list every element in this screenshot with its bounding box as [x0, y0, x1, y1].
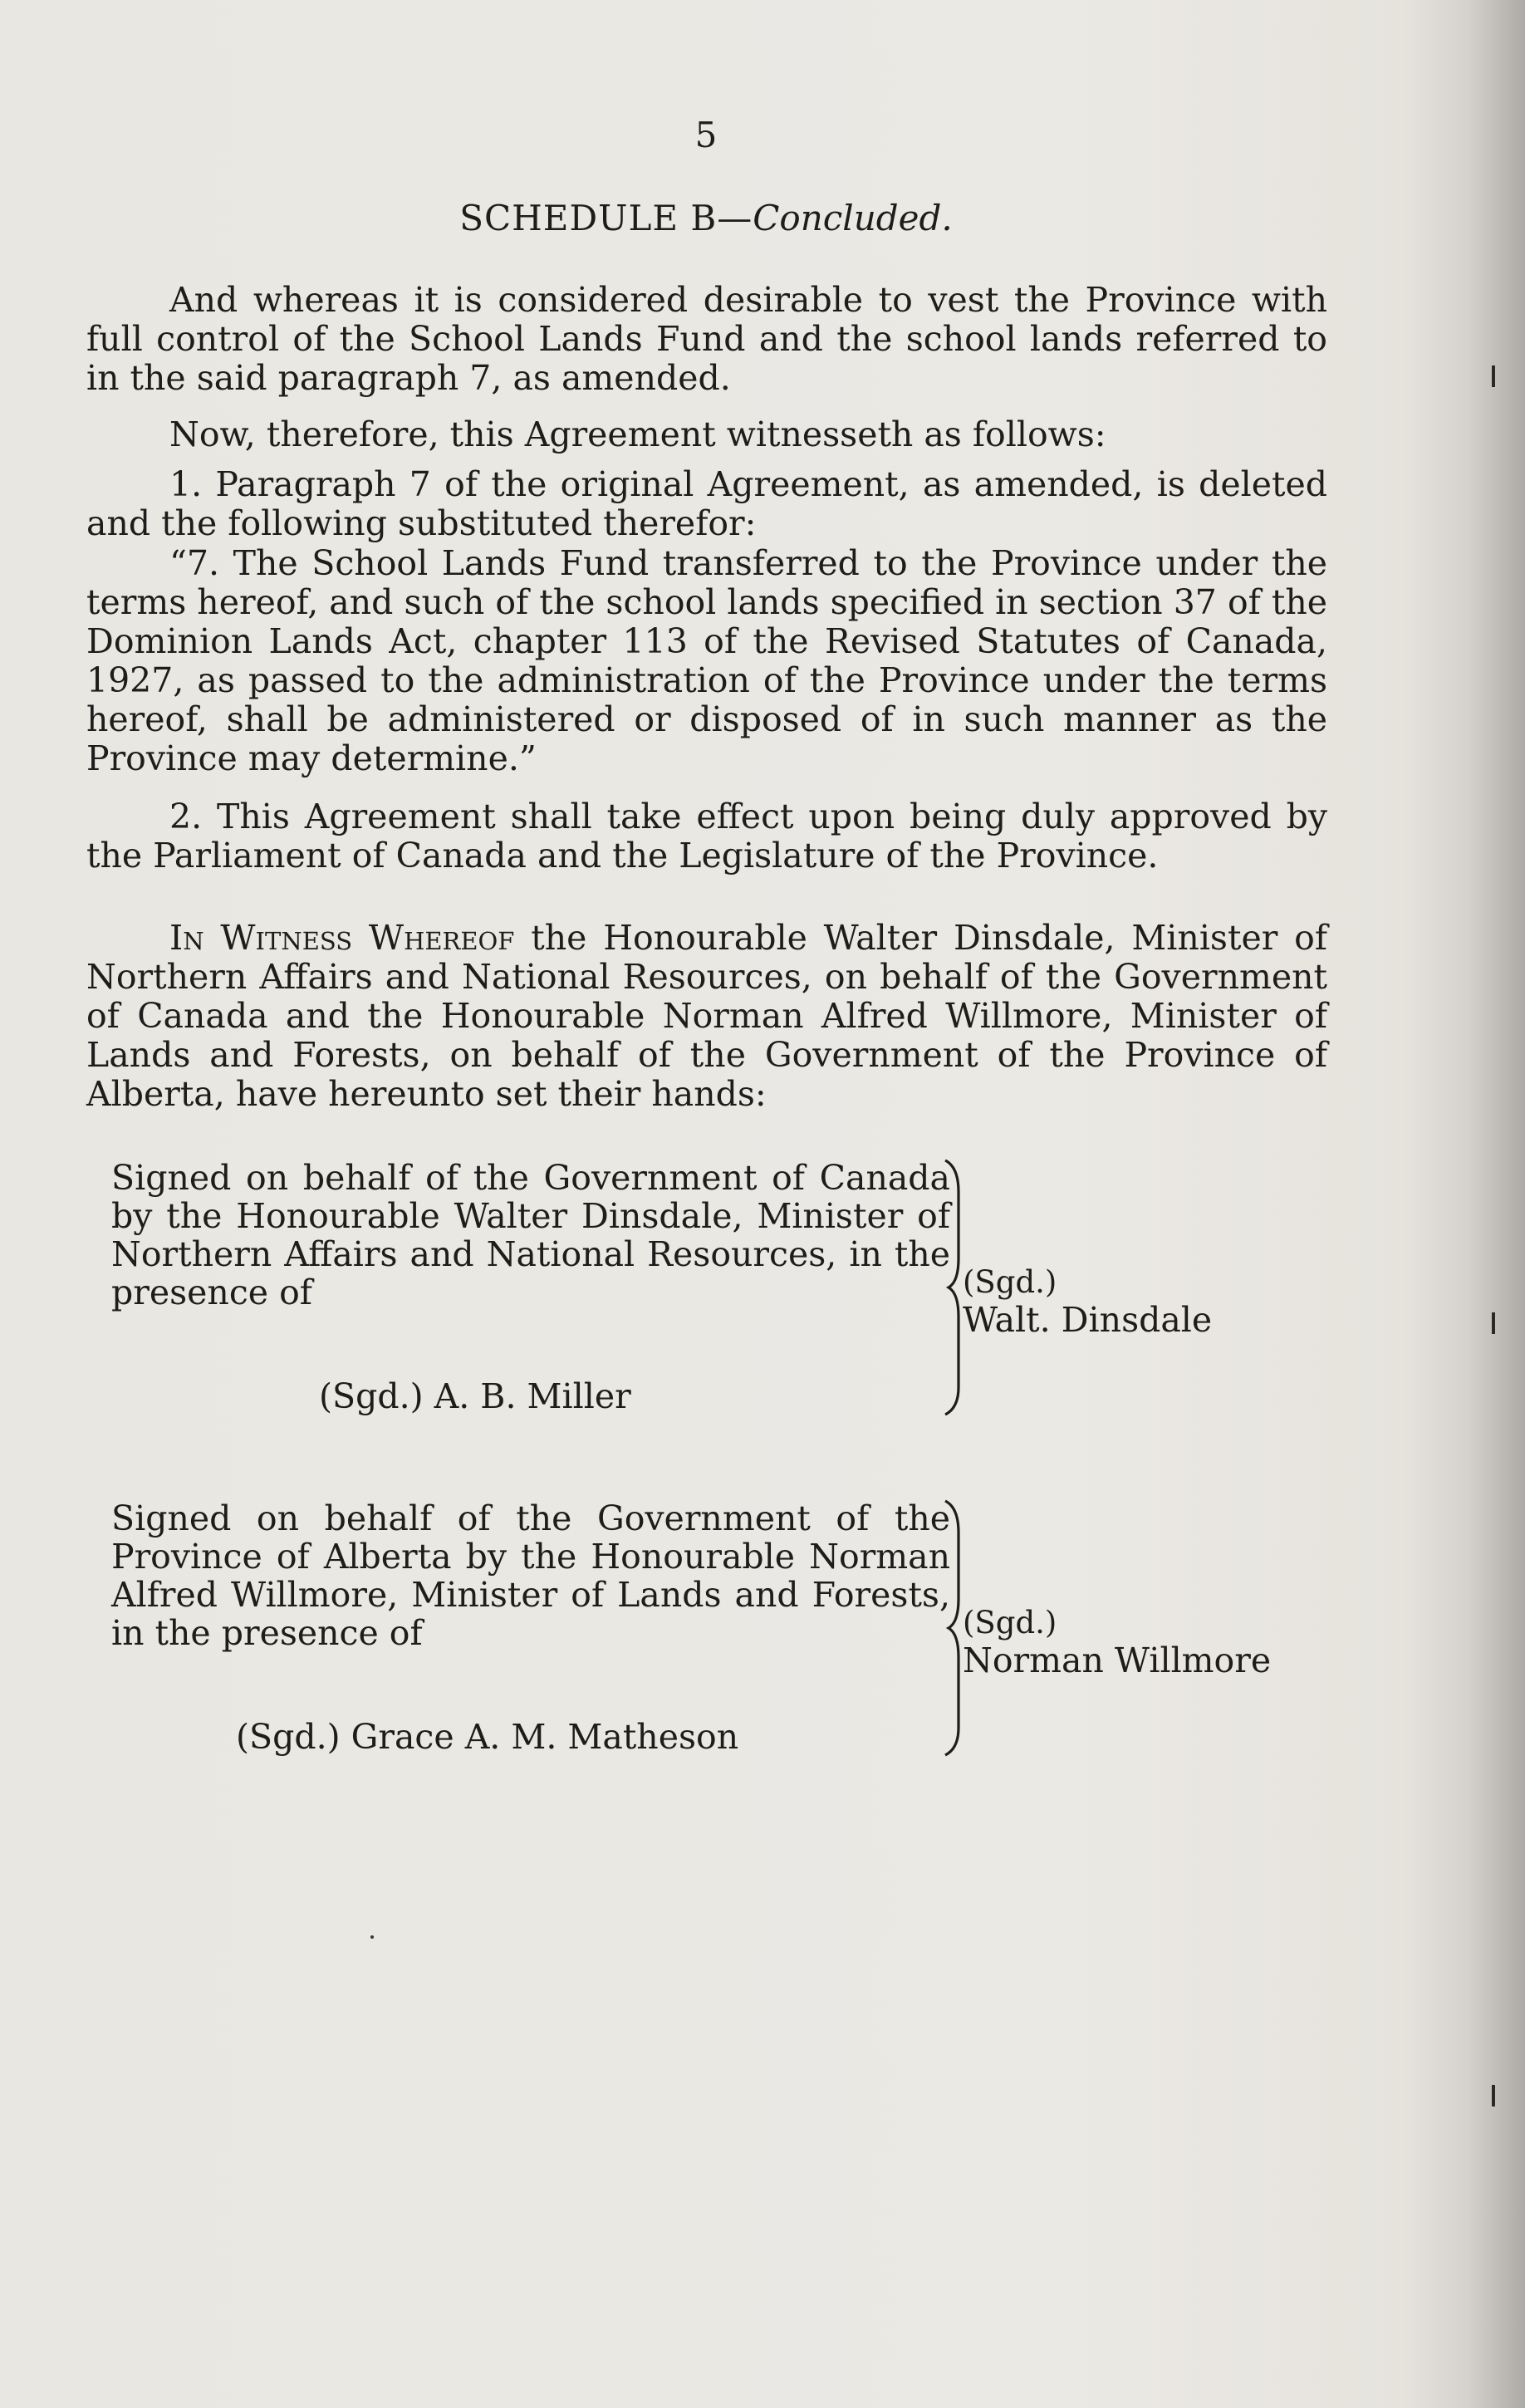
paragraph-text: [86, 919, 1327, 1114]
signatory-name: Walt. Dinsdale: [963, 1300, 1213, 1340]
signature-statement: Signed on behalf of the Government of the Province of Alberta by the Honourable Norman Alfred Willmore, Minister of Lands and Forests, in the presence of: [111, 1498, 950, 1653]
edge-mark: [1492, 2085, 1495, 2106]
paragraph-now-therefore: [86, 415, 1327, 454]
heading-main: SCHEDULE B—: [459, 198, 753, 238]
paragraph-witness-clause: [86, 919, 1327, 1114]
edge-mark: [1492, 1312, 1495, 1334]
paragraph-clause-2: [86, 797, 1327, 875]
spine-shadow: [1467, 0, 1525, 2408]
signature-block-canada: [86, 1159, 1332, 1433]
witness-text: the Honourable Walter Dinsdale, Minister of Northern Affairs and National Resources, on behalf of the Government of Canada and the Honourable Norman Alfred Willmore, Minister of Lands and Forests, on behalf of the Government of the Province of Alberta, have hereunto set their hands:: [86, 918, 1327, 1114]
heading-italic: Concluded.: [753, 198, 953, 238]
page-number: 5: [694, 115, 718, 155]
paragraph-clause-1: [86, 465, 1327, 543]
schedule-heading: [0, 198, 1412, 238]
stray-mark: [370, 1935, 374, 1939]
witness-lead: In Witness Whereof: [169, 918, 515, 958]
signature-block-alberta: [86, 1499, 1332, 1773]
paragraph-quoted-clause-7: [86, 544, 1327, 778]
paragraph-text: 1. Paragraph 7 of the original Agreement, as amended, is deleted and the following substituted therefor:: [86, 464, 1327, 543]
paragraph-text: And whereas it is considered desirable to vest the Province with full control of the School Lands Fund and the school lands referred to in the said paragraph 7, as amended.: [86, 280, 1327, 398]
witness-signature: (Sgd.) Grace A. M. Matheson: [236, 1717, 739, 1757]
paragraph-text: “7. The School Lands Fund transferred to the Province under the terms hereof, and such of the school lands specified in section 37 of the Dominion Lands Act, chapter 113 of the Revised Statutes of Canada, 1927, as passed to the administration of the Province under the terms hereof, shall be administered or disposed of in such manner as the Province may determine.”: [86, 543, 1327, 778]
witness-signature: (Sgd.) A. B. Miller: [319, 1376, 631, 1416]
sgd-label: (Sgd.): [963, 1605, 1057, 1640]
paragraph-text: Now, therefore, this Agreement witnesseth as follows:: [169, 414, 1106, 454]
signatory-name: Norman Willmore: [963, 1640, 1272, 1680]
signature-statement: Signed on behalf of the Government of Canada by the Honourable Walter Dinsdale, Minister of Northern Affairs and National Resources, in the presence of: [111, 1158, 950, 1312]
sgd-label: (Sgd.): [963, 1264, 1057, 1300]
paragraph-whereas: [86, 281, 1327, 398]
edge-mark: [1492, 365, 1495, 387]
paragraph-text: 2. This Agreement shall take effect upon being duly approved by the Parliament of Canada and the Legislature of the Province.: [86, 797, 1327, 875]
